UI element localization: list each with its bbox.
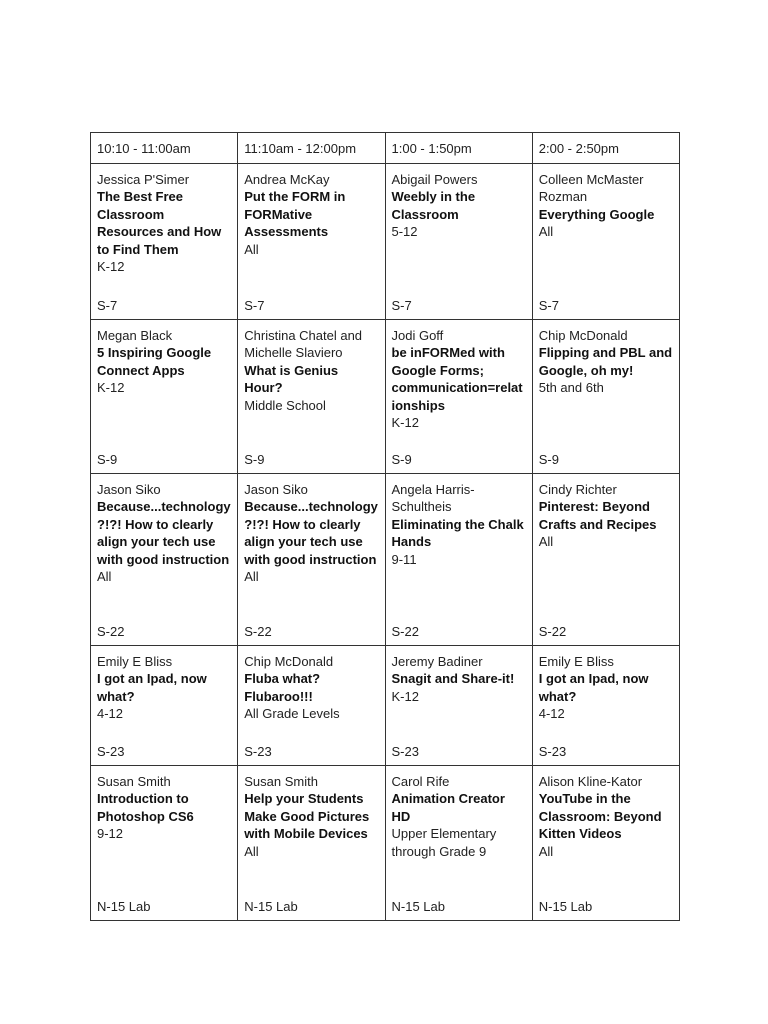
session-title: I got an Ipad, now what? [538, 671, 649, 704]
room-number: S-22 [97, 623, 125, 639]
session-title: Because...technology?!?! How to clearly align your tech use with good instruction [97, 499, 231, 567]
session-title: Everything Google [538, 206, 655, 222]
presenter-name: Carol Rife [391, 774, 450, 789]
session-cell [91, 646, 238, 766]
time-slot-header: 2:00 - 2:50pm [532, 133, 679, 164]
session-cell [532, 164, 679, 320]
session-cell [385, 164, 532, 320]
presenter-name: Susan Smith [244, 774, 318, 789]
session-cell [91, 164, 238, 320]
grade-level: K-12 [391, 415, 419, 431]
presenter-name: Jason Siko [97, 482, 161, 497]
session-cell-content [244, 320, 378, 473]
session-cell-content [539, 766, 673, 920]
room-number: S-23 [244, 743, 272, 759]
room-number: S-7 [391, 297, 412, 313]
session-schedule-table [90, 132, 680, 921]
grade-level: Middle School [244, 397, 326, 413]
grade-level: 4-12 [538, 706, 565, 722]
presenter-name: Jeremy Badiner [391, 654, 483, 669]
session-cell [385, 320, 532, 474]
grade-level: All [244, 569, 259, 585]
session-cell-content [97, 474, 231, 645]
grade-level: All [244, 241, 259, 257]
grade-level: All [244, 843, 259, 859]
room-number: S-7 [244, 297, 265, 313]
grade-level: K-12 [97, 380, 125, 396]
session-title: be inFORMed with Google Forms; communication=relationships [391, 345, 523, 413]
grade-level: All [538, 843, 554, 859]
session-cell-content [97, 320, 231, 473]
session-cell-content [539, 164, 673, 319]
presenter-name: Andrea McKay [244, 172, 330, 187]
session-cell [385, 766, 532, 921]
session-cell-content [97, 164, 231, 319]
session-cell [91, 474, 238, 646]
session-cell-content [392, 766, 526, 920]
session-cell [91, 766, 238, 921]
session-cell-content [392, 646, 526, 765]
time-slot-header-row [91, 133, 680, 164]
room-number: S-23 [391, 743, 419, 759]
session-title: Flipping and PBL and Google, oh my! [538, 345, 673, 378]
session-cell-content [392, 320, 526, 473]
session-cell-content [539, 474, 673, 645]
room-number: S-9 [97, 451, 118, 467]
room-number: N-15 Lab [97, 898, 151, 914]
session-row [91, 320, 680, 474]
grade-level: All [538, 534, 554, 550]
session-cell [532, 474, 679, 646]
room-number: S-22 [391, 623, 419, 639]
session-title: Animation Creator HD [391, 791, 505, 824]
grade-level: All [538, 224, 554, 240]
presenter-name: Jodi Goff [391, 328, 444, 343]
session-cell-content [539, 646, 673, 765]
presenter-name: Angela Harris-Schultheis [391, 482, 475, 515]
presenter-name: Chip McDonald [538, 328, 628, 343]
room-number: N-15 Lab [244, 898, 298, 914]
presenter-name: Emily E Bliss [97, 654, 173, 669]
presenter-name: Cindy Richter [538, 482, 617, 497]
session-cell-content [97, 646, 231, 765]
grade-level: 9-11 [391, 551, 417, 567]
time-slot-header: 11:10am - 12:00pm [238, 133, 385, 164]
session-cell [238, 766, 385, 921]
presenter-name: Colleen McMaster Rozman [538, 172, 644, 205]
grade-level: All [97, 569, 112, 585]
session-title: Pinterest: Beyond Crafts and Recipes [538, 499, 657, 532]
presenter-name: Jason Siko [244, 482, 308, 497]
session-cell [91, 320, 238, 474]
time-slot-header: 10:10 - 11:00am [91, 133, 238, 164]
session-cell-content [244, 766, 378, 920]
session-title: Snagit and Share-it! [391, 671, 515, 687]
session-title: Introduction to Photoshop CS6 [97, 791, 194, 824]
session-cell-content [244, 646, 378, 765]
grade-level: K-12 [97, 259, 125, 275]
session-title: The Best Free Classroom Resources and How to Find Them [97, 189, 222, 257]
session-cell [385, 646, 532, 766]
grade-level: K-12 [391, 688, 419, 704]
presenter-name: Alison Kline-Kator [538, 774, 643, 789]
session-cell [532, 646, 679, 766]
session-title: Weebly in the Classroom [391, 189, 476, 222]
presenter-name: Megan Black [97, 328, 173, 343]
session-cell-content [244, 164, 378, 319]
room-number: S-23 [538, 743, 567, 759]
session-title: Eliminating the Chalk Hands [391, 516, 524, 550]
session-cell-content [539, 320, 673, 473]
session-title: YouTube in the Classroom: Beyond Kitten Videos [538, 791, 662, 842]
session-title: Put the FORM in FORMative Assessments [244, 189, 346, 240]
session-title: I got an Ipad, now what? [97, 671, 207, 704]
room-number: S-23 [97, 743, 125, 759]
room-number: S-9 [391, 451, 412, 467]
grade-level: All Grade Levels [244, 706, 340, 722]
grade-level: 5-12 [391, 224, 418, 240]
presenter-name: Jessica P'Simer [97, 172, 190, 187]
session-cell-content [97, 766, 231, 920]
session-title: Fluba what? Flubaroo!!! [244, 671, 321, 704]
session-row [91, 766, 680, 921]
grade-level: 9-12 [97, 826, 124, 842]
session-cell [238, 164, 385, 320]
room-number: N-15 Lab [538, 898, 593, 914]
room-number: S-22 [244, 623, 272, 639]
presenter-name: Emily E Bliss [538, 654, 614, 669]
presenter-name: Abigail Powers [391, 172, 478, 187]
session-cell [532, 320, 679, 474]
session-cell [385, 474, 532, 646]
session-cell [532, 766, 679, 921]
session-title: Help your Students Make Good Pictures with Mobile Devices [244, 791, 370, 842]
session-title: Because...technology?!?! How to clearly align your tech use with good instruction [244, 499, 378, 567]
time-slot-header: 1:00 - 1:50pm [385, 133, 532, 164]
session-row [91, 474, 680, 646]
grade-level: Upper Elementary through Grade 9 [391, 826, 497, 859]
session-title: What is Genius Hour? [244, 362, 339, 396]
session-cell-content [392, 164, 526, 319]
session-row [91, 164, 680, 320]
room-number: S-7 [97, 297, 118, 313]
session-row [91, 646, 680, 766]
session-cell-content [392, 474, 526, 645]
presenter-name: Christina Chatel and Michelle Slaviero [244, 328, 363, 361]
session-cell [238, 646, 385, 766]
session-title: 5 Inspiring Google Connect Apps [97, 345, 212, 378]
presenter-name: Susan Smith [97, 774, 171, 789]
session-cell-content [244, 474, 378, 645]
grade-level: 5th and 6th [538, 380, 604, 396]
room-number: S-7 [538, 297, 559, 313]
session-cell [238, 320, 385, 474]
room-number: S-9 [244, 451, 265, 467]
session-cell [238, 474, 385, 646]
presenter-name: Chip McDonald [244, 654, 334, 669]
room-number: N-15 Lab [391, 898, 445, 914]
room-number: S-22 [538, 623, 567, 639]
room-number: S-9 [538, 451, 559, 467]
grade-level: 4-12 [97, 706, 124, 722]
